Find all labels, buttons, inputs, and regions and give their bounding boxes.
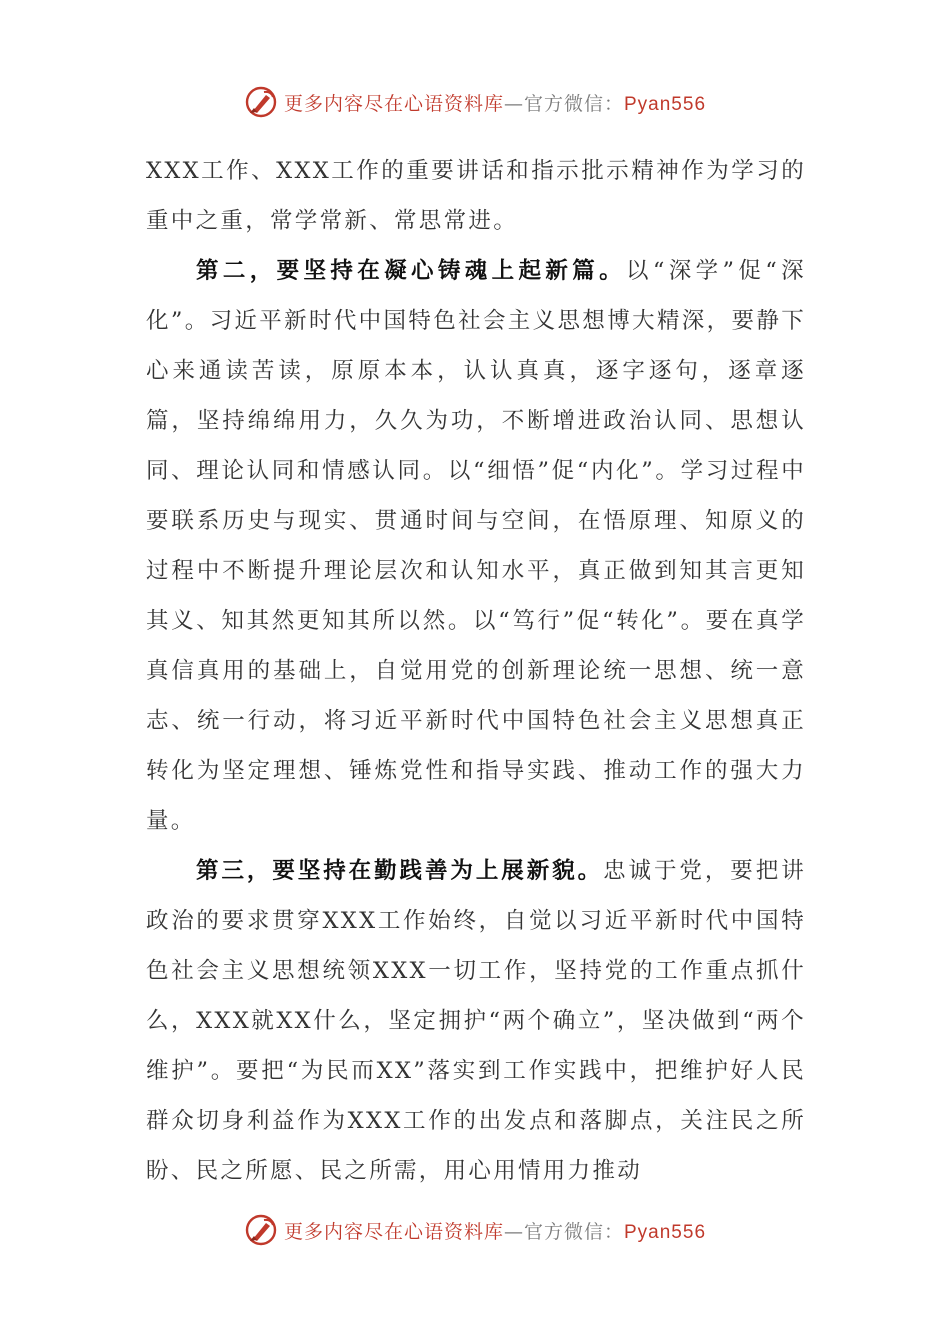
paragraph-2 <box>146 246 806 846</box>
banner-wechat-id: Pyan556 <box>624 93 707 115</box>
paragraph-text: 以“深学”促“深化”。习近平新时代中国特色社会主义思想博大精深，要静下心来通读苦读，原原本本，认认真真，逐字逐句，逐章逐篇，坚持绵绵用力，久久为功，不断增进政治认同、思想认同、理论认同和情感认同。以“细悟”促“内化”。学习过程中要联系历史与现实、贯通时间与空间，在悟原理、知原义的过程中不断提升理论层次和认知水平，真正做到知其言更知其义、知其然更知其所以然。以“笃行”促“转化”。要在真学真信真用的基础上，自觉用党的创新理论统一思想、统一意志、统一行动，将习近平新时代中国特色社会主义思想真正转化为坚定理想、锤炼党性和指导实践、推动工作的强大力量。 <box>146 258 806 834</box>
paragraph-text: 忠诚于党，要把讲政治的要求贯穿XXX工作始终，自觉以习近平新时代中国特色社会主义思想统领XXX一切工作，坚持党的工作重点抓什么，XXX就XX什么，坚定拥护“两个确立”，坚决做到“两个维护”。要把“为民而XX”落实到工作实践中，把维护好人民群众切身利益作为XXX工作的出发点和落脚点，关注民之所盼、民之所愿、民之所需，用心用情用力推动 <box>146 858 806 1184</box>
pen-logo-icon <box>244 1213 278 1247</box>
paragraph-3 <box>146 846 806 1196</box>
paragraph-text: XXX工作、XXX工作的重要讲话和指示批示精神作为学习的重中之重，常学常新、常思常进。 <box>146 158 806 234</box>
paragraph-1 <box>146 146 806 246</box>
banner-wechat-id: Pyan556 <box>624 1221 707 1243</box>
banner-text <box>284 1217 706 1244</box>
pen-logo-icon <box>244 85 278 119</box>
paragraph-lead: 第二，要坚持在凝心铸魂上起新篇。 <box>196 258 627 284</box>
document-body <box>146 146 806 1196</box>
banner-separator: — <box>503 92 524 115</box>
banner-tag: 官方微信： <box>523 1220 624 1243</box>
paragraph-lead: 第三，要坚持在勤践善为上展新貌。 <box>196 858 604 884</box>
header-banner <box>0 80 950 124</box>
banner-text <box>284 89 706 116</box>
footer-banner <box>0 1208 950 1252</box>
banner-main: 更多内容尽在心语资料库 <box>283 92 504 115</box>
banner-separator: — <box>503 1220 524 1243</box>
banner-tag: 官方微信： <box>523 92 624 115</box>
banner-main: 更多内容尽在心语资料库 <box>283 1220 504 1243</box>
